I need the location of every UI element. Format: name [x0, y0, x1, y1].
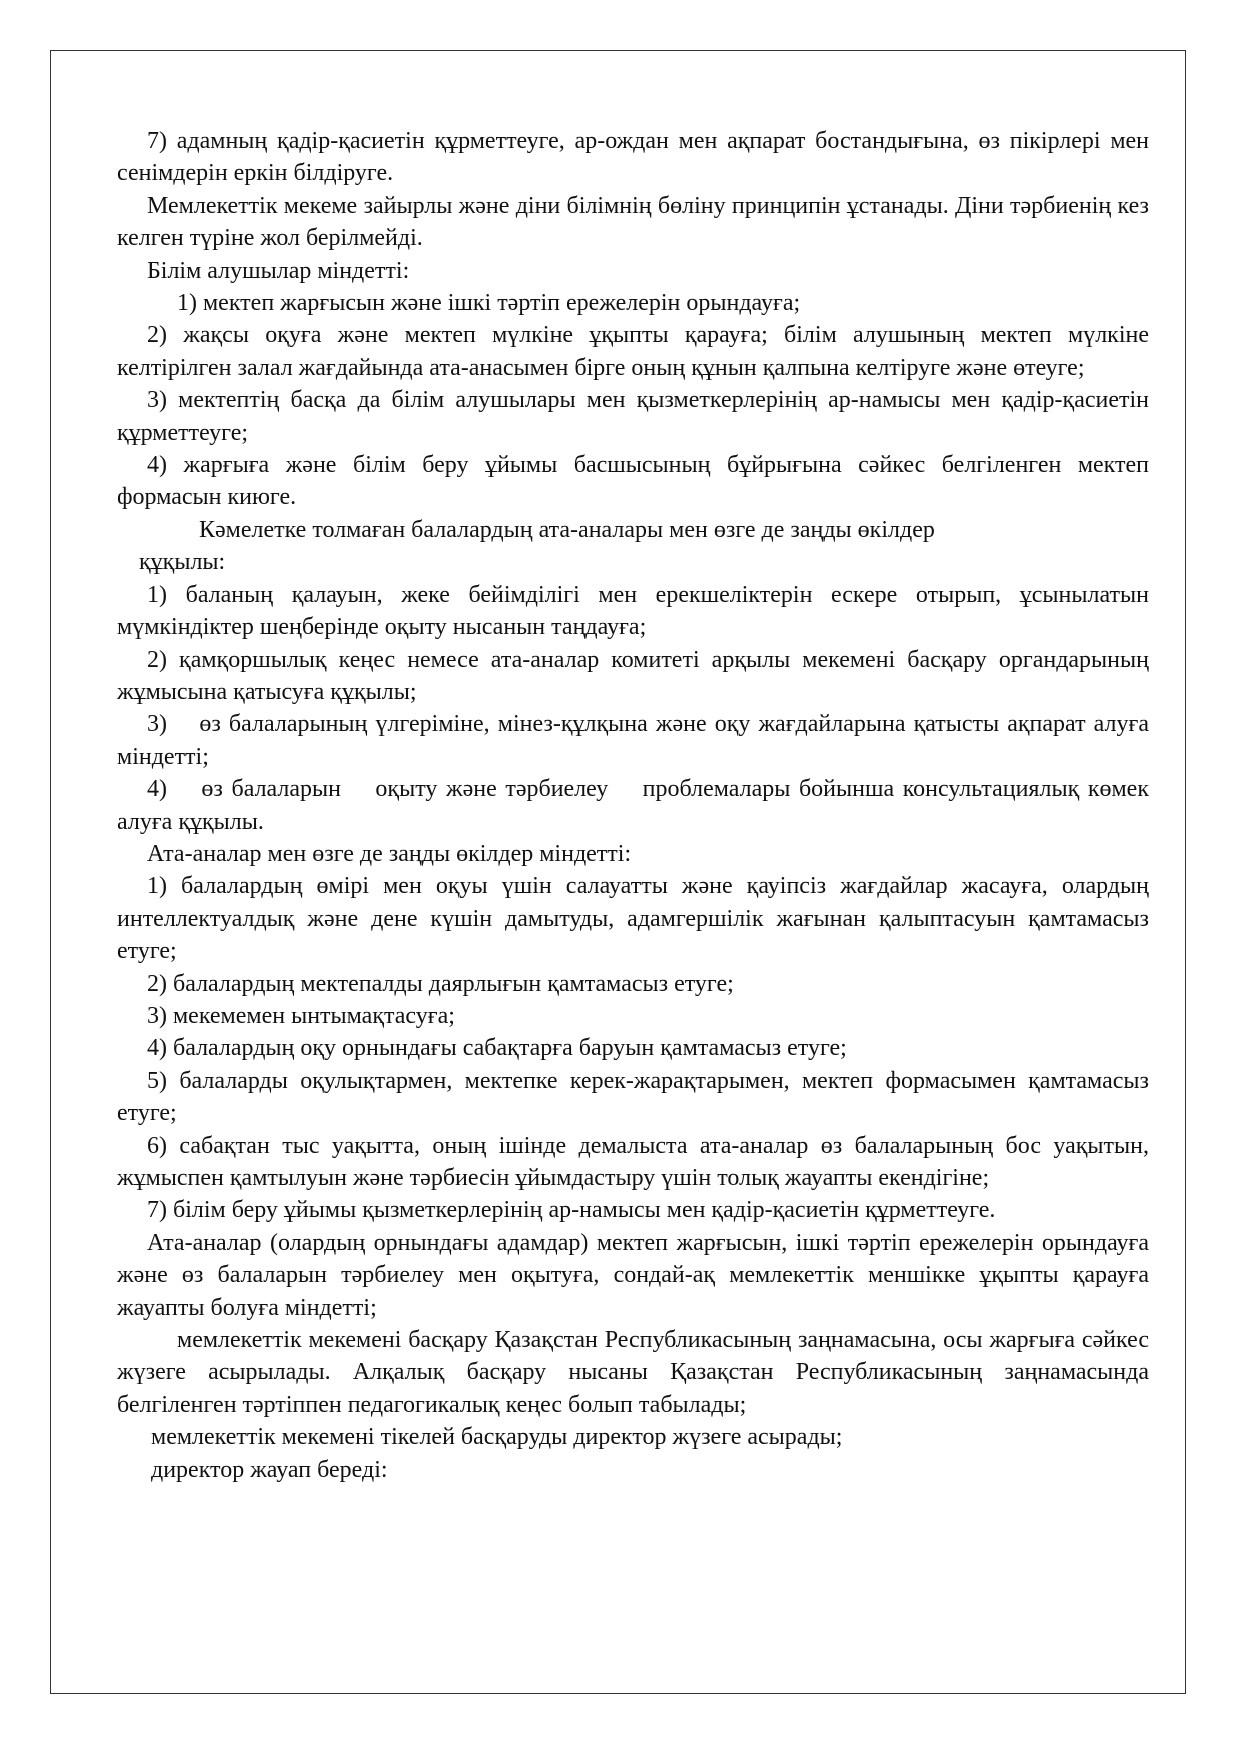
list-item: 2) қамқоршылық кеңес немесе ата-аналар комитеті арқылы мекемені басқару органдарының жұмысына қатысуға құқылы;: [117, 646, 1149, 705]
list-item: 4) жарғыға және білім беру ұйымы басшысының бұйрығына сәйкес белгіленген мектеп формасын киюге.: [117, 452, 1149, 511]
list-item: 3) мекемемен ынтымақтасуға;: [147, 1002, 455, 1029]
list-item: 4) өз балаларын оқыту және тәрбиелеу проблемалары бойынша консультациялық көмек алуға құқылы.: [117, 776, 1155, 835]
list-item: 3) өз балаларының үлгеріміне, мінез-құлқына және оқу жағдайларына қатысты ақпарат алуға міндетті;: [117, 711, 1155, 770]
list-item: 7) білім беру ұйымы қызметкерлерінің ар-намысы мен қадір-қасиетін құрметтеуге.: [147, 1197, 996, 1224]
heading-students-obligations: Білім алушылар міндетті:: [147, 257, 410, 284]
heading-parents-rights-cont: құқылы:: [139, 549, 226, 576]
heading-parents-obligations: Ата-аналар мен өзге де заңды өкілдер міндетті:: [147, 840, 632, 867]
heading-parents-rights: Кәмелетке толмаған балалардың ата-аналары мен өзге де заңды өкілдер: [199, 516, 935, 543]
list-item: 5) балаларды оқулықтармен, мектепке керек-жарақтарымен, мектеп формасымен қамтамасыз етуге;: [117, 1067, 1149, 1127]
paragraph-management: мемлекеттік мекемені басқару Қазақстан Республикасының заңнамасына, осы жарғыға сәйкес жүзеге асырылады. Алқалық басқару нысаны Қазақстан Республикасының заңнамасында белгіленген тәртіппен педагогикалық кеңес болып табылады;: [117, 1327, 1149, 1418]
paragraph-director-responsible: директор жауап береді:: [151, 1456, 388, 1483]
paragraph-parents-responsibility: Ата-аналар (олардың орнындағы адамдар) мектеп жарғысын, ішкі тәртіп ережелерін орындауға және өз балаларын тәрбиелеу мен оқытуға, сондай-ақ мемлекеттік меншікке ұқыпты қарауға жауапты болуға міндетті;: [117, 1229, 1149, 1321]
document-body: [117, 125, 1155, 1486]
list-item: 4) балалардың оқу орнындағы сабақтарға баруын қамтамасыз етуге;: [147, 1035, 847, 1062]
paragraph-rights-7: 7) адамның қадір-қасиетін құрметтеуге, ар-ождан мен ақпарат бостандығына, өз пікірлері мен сенімдерін еркін білдіруге.: [117, 128, 1149, 187]
list-item: 1) балалардың өмірі мен оқуы үшін салауатты және қауіпсіз жағдайлар жасауға, олардың интеллектуалдық және дене күшін дамытуды, адамгершілік жағынан қалыптасуын қамтамасыз етуге;: [117, 873, 1149, 965]
list-item: 1) мектеп жарғысын және ішкі тәртіп ережелерін орындауға;: [177, 290, 801, 317]
list-item: 3) мектептің басқа да білім алушылары мен қызметкерлерінің ар-намысы мен қадір-қасиетін құрметтеуге;: [117, 387, 1149, 446]
paragraph-director-management: мемлекеттік мекемені тікелей басқаруды директор жүзеге асырады;: [151, 1424, 843, 1451]
list-item: 6) сабақтан тыс уақытта, оның ішінде демалыста ата-аналар өз балаларының бос уақытын, жұмыспен қамтылуын және тәрбиесін ұйымдастыру үшін толық жауапты екендігіне;: [117, 1132, 1149, 1191]
list-item: 1) баланың қалауын, жеке бейімділігі мен ерекшеліктерін ескере отырып, ұсынылатын мүмкіндіктер шеңберінде оқыту нысанын таңдауға;: [117, 581, 1149, 641]
paragraph-secular-principle: Мемлекеттік мекеме зайырлы және діни білімнің бөліну принципін ұстанады. Діни тәрбиенің кез келген түріне жол берілмейді.: [117, 192, 1149, 252]
list-item: 2) жақсы оқуға және мектеп мүлкіне ұқыпты қарауға; білім алушының мектеп мүлкіне келтірілген залал жағдайында ата-анасымен бірге оның құнын қалпына келтіруге және өтеуге;: [117, 322, 1149, 381]
list-item: 2) балалардың мектепалды даярлығын қамтамасыз етуге;: [147, 970, 734, 997]
